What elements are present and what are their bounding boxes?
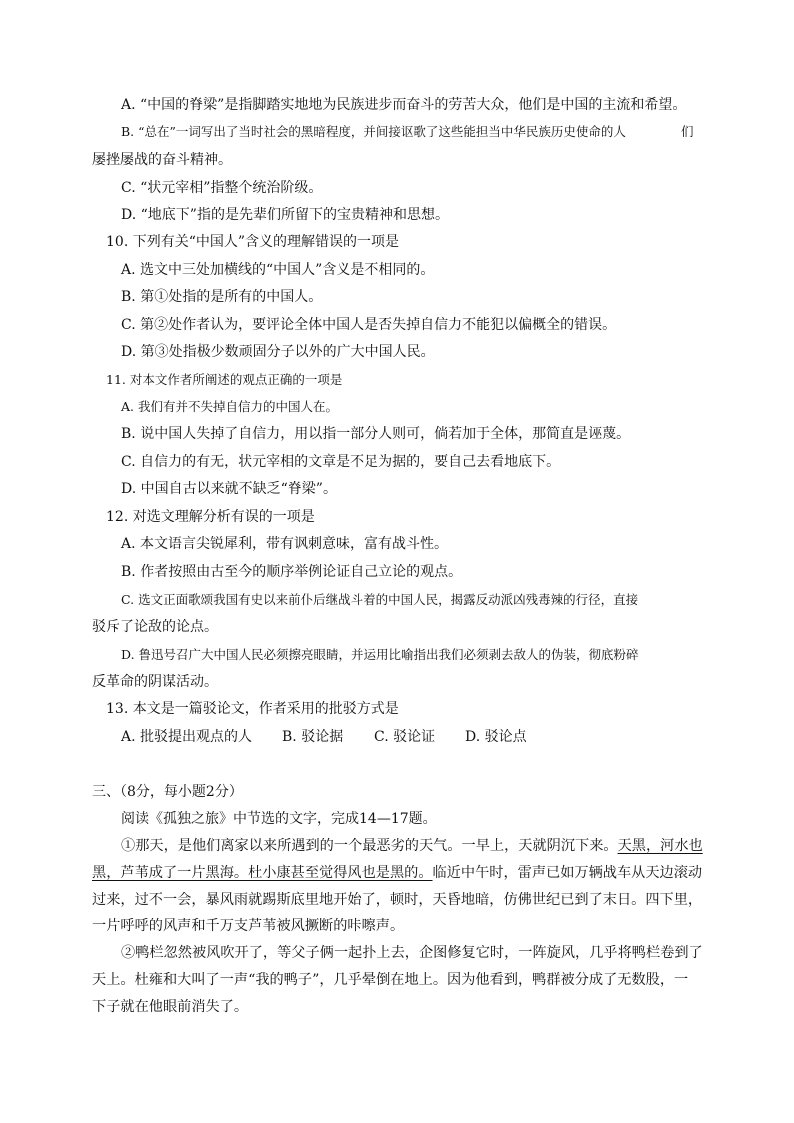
q12-option-a: A. 本文语言尖锐犀利，带有讽刺意味，富有战斗性。 <box>121 536 449 552</box>
passage-p1-line1-text: ①那天，是他们离家以来所遇到的一个最恶劣的天气。一早上，天就阴沉下来。 <box>121 838 618 854</box>
underlined-sentence-part2: 黑，芦苇成了一片黑海。杜小康甚至觉得风也是黑的。 <box>92 865 433 881</box>
prev-option-b-tail: 们 <box>681 124 694 139</box>
prev-option-a: A. “中国的脊梁”是指脚踏实地地为民族进步而奋斗的劳苦大众，他们是中国的主流和希望。 <box>121 97 687 113</box>
q12-option-d-line2: 反革命的阴谋活动。 <box>92 674 218 690</box>
passage-p1-line2-text: 临近中午时，雷声已如万辆战车从天边滚动 <box>432 865 703 881</box>
passage-p1-line4: 一片呼呼的风声和千万支芦苇被风撅断的咔嚓声。 <box>92 918 405 934</box>
q10-option-d: D. 第③处指极少数顽固分子以外的广大中国人民。 <box>121 344 435 360</box>
q10-option-b: B. 第①处指的是所有的中国人。 <box>121 289 323 305</box>
q11-option-a: A. 我们有并不失掉自信力的中国人在。 <box>121 399 338 414</box>
q11-option-b: B. 说中国人失掉了自信力，用以指一部分人则可，倘若加于全体，那简直是诬蔑。 <box>121 426 631 442</box>
prev-option-d: D. “地底下”指的是先辈们所留下的宝贵精神和思想。 <box>121 207 449 223</box>
q10-stem: 10. 下列有关“中国人”含义的理解错误的一项是 <box>106 234 400 250</box>
q13-option-a: A. 批驳提出观点的人 <box>121 729 253 745</box>
q11-option-c: C. 自信力的有无，状元宰相的文章是不足为据的，要自己去看地底下。 <box>121 454 561 470</box>
q10-option-c: C. 第②处作者认为，要评论全体中国人是否失掉自信力不能犯以偏概全的错误。 <box>121 317 617 333</box>
passage-p2-line3: 下子就在他眼前消失了。 <box>92 999 249 1015</box>
prev-option-b-line2: 屡挫屡战的奋斗精神。 <box>92 152 232 168</box>
q12-option-c-line1: C. 选文正面歌颂我国有史以来前仆后继战斗着的中国人民，揭露反动派凶残毒辣的行径，直接 <box>121 592 639 607</box>
q13-option-d: D. 驳论点 <box>465 729 527 745</box>
section-heading: 三、（8分，每小题2分） <box>92 784 243 800</box>
section-intro: 阅读《孤独之旅》中节选的文字，完成14—17题。 <box>121 811 437 827</box>
q12-option-d-line1: D. 鲁迅号召广大中国人民必须擦亮眼睛，并运用比喻指出我们必须剥去敌人的伪装，彻底粉碎 <box>121 647 639 662</box>
q13-stem: 13. 本文是一篇驳论文，作者采用的批驳方式是 <box>106 701 399 717</box>
prev-option-b-line1: B. “总在”一词写出了当时社会的黑暗程度，并间接讴歌了这些能担当中华民族历史使命的人 <box>121 124 626 139</box>
underlined-sentence-part1: 天黑，河水也 <box>617 838 703 854</box>
q11-stem: 11. 对本文作者所阐述的观点正确的一项是 <box>106 372 343 387</box>
q11-option-d: D. 中国自古以来就不缺乏“脊梁”。 <box>121 481 337 497</box>
q13-option-b: B. 驳论据 <box>282 729 344 745</box>
passage-p1-line3: 过来，过不一会，暴风雨就踢斯底里地开始了，顿时，天昏地暗，仿佛世纪已到了末日。四下里， <box>92 892 703 908</box>
passage-p2-line2: 天上。杜雍和大叫了一声“我的鸭子”，几乎晕倒在地上。因为他看到，鸭群被分成了无数股，一 <box>92 972 689 988</box>
passage-p1-line2 <box>92 864 702 882</box>
q12-stem: 12. 对选文理解分析有误的一项是 <box>106 509 315 525</box>
prev-option-c: C. “状元宰相”指整个统治阶级。 <box>121 180 323 196</box>
q12-option-b: B. 作者按照由古至今的顺序举例论证自己立论的观点。 <box>121 564 463 580</box>
passage-p1-line1 <box>121 837 703 855</box>
q13-option-c: C. 驳论证 <box>374 729 436 745</box>
q10-option-a: A. 选文中三处加横线的“中国人”含义是不相同的。 <box>121 262 435 278</box>
passage-p2-line1: ②鸭栏忽然被风吹开了，等父子俩一起扑上去，企图修复它时，一阵旋风，几乎将鸭栏卷到了 <box>121 945 703 961</box>
q12-option-c-line2: 驳斥了论敌的论点。 <box>92 619 218 635</box>
